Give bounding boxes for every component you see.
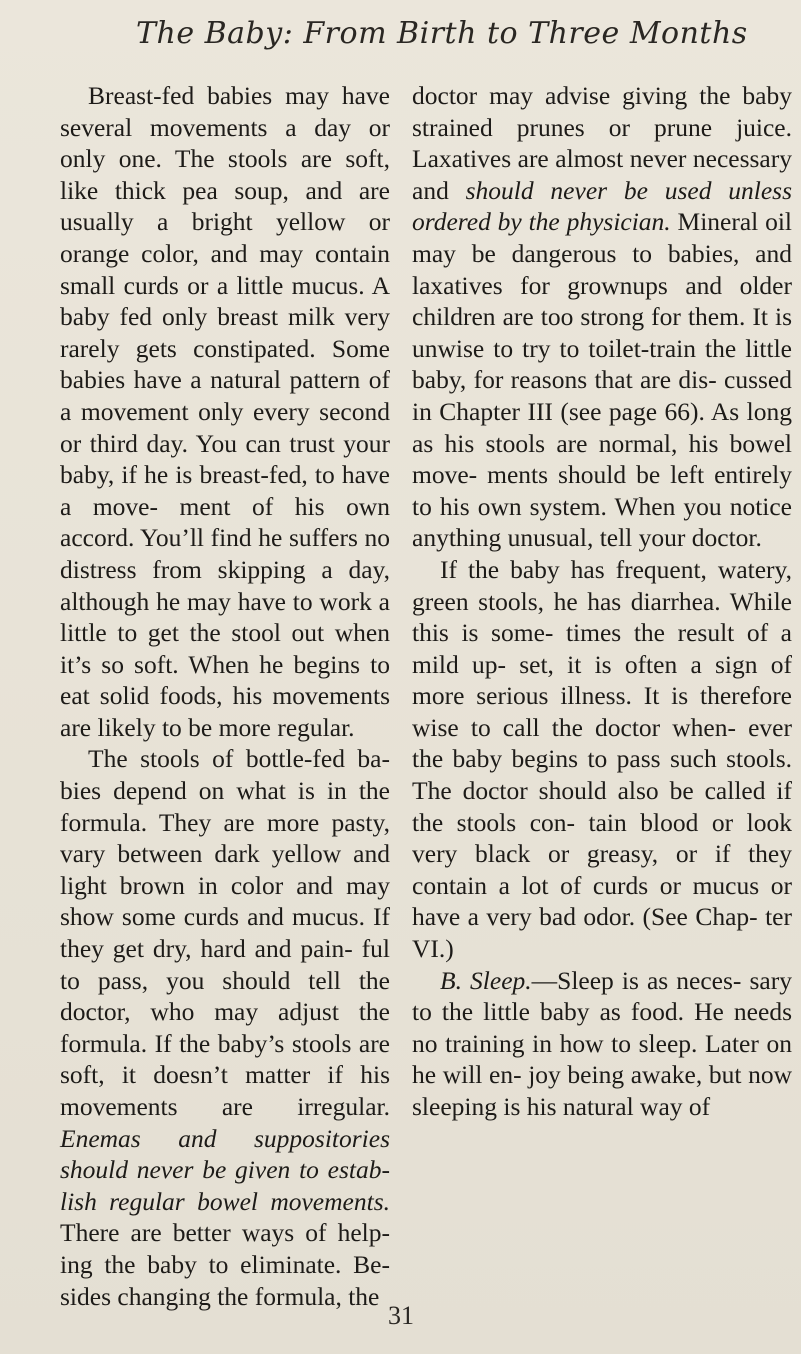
right-p2-text: If the baby has frequent, watery, green stools, he has diarrhea. While this is some- times the result of a mild up- set, it is often a sign of more serious illness. It is therefore wise to call the doctor when- ever the baby begins to pass such stools. The doctor should also be called if the stools con- tain blood or look very black or greasy, or if they contain a lot of curds or mucus or have a very bad odor. (See Chap- ter VI.): [412, 554, 792, 964]
page-number: 31: [388, 1301, 414, 1330]
right-column: [412, 80, 792, 1123]
right-p3-text: —Sleep is as neces- sary to the little baby as food. He needs no training in how to sleep. Later on he will en- joy being awake, but now sleeping is his natural way of: [412, 965, 792, 1121]
running-head: The Baby: From Birth to Three Months: [136, 16, 748, 51]
left-p2-text-end: There are better ways of help- ing the baby to eliminate. Be- sides changing the formula, the: [60, 1218, 390, 1311]
right-p1-text: doctor may advise giving the baby strained prunes or prune juice. Laxatives are almost never necessary and: [412, 81, 792, 205]
right-paragraph-2: [412, 554, 792, 965]
right-paragraph-3: [412, 965, 792, 1123]
left-p2-text: The stools of bottle-fed ba- bies depend on what is in the formula. They are more pasty, vary between dark yellow and light brown in color and may show some curds and mucus. If they get dry, hard and pain- ful to pass, you should tell the doctor, who may adjust the formula. If the baby’s stools are soft, it doesn’t matter if his movements are irregular.: [60, 744, 390, 1121]
right-paragraph-1: [412, 80, 792, 554]
right-p1-italic: should never be used unless ordered by the physician.: [412, 175, 792, 237]
left-paragraph-2: [60, 743, 390, 1312]
left-paragraph-1: [60, 80, 390, 743]
left-column: [60, 80, 390, 1312]
right-p1-text-end: Mineral oil may be dangerous to babies, and laxatives for grownups and older children are too strong for them. It is unwise to try to toilet-train the little baby, for reasons that are dis- cussed in Chapter III (see page 66). As long as his stools are normal, his bowel move- ments should be left entirely to his own system. When you notice anything unusual, tell your doctor.: [412, 207, 793, 553]
right-p3-heading: B. Sleep.: [440, 965, 532, 995]
left-p2-italic: Enemas and suppositories should never be given to estab- lish regular bowel movements.: [60, 1123, 390, 1216]
left-p1-text: Breast-fed babies may have several movements a day or only one. The stools are soft, like thick pea soup, and are usually a bright yellow or orange color, and may contain small curds or a little mucus. A baby fed only breast milk very rarely gets constipated. Some babies have a natural pattern of a movement only every second or third day. You can trust your baby, if he is breast-fed, to have a move- ment of his own accord. You’ll find he suffers no distress from skipping a day, although he may have to work a little to get the stool out when it’s so soft. When he begins to eat solid foods, his movements are likely to be more regular.: [60, 81, 390, 742]
